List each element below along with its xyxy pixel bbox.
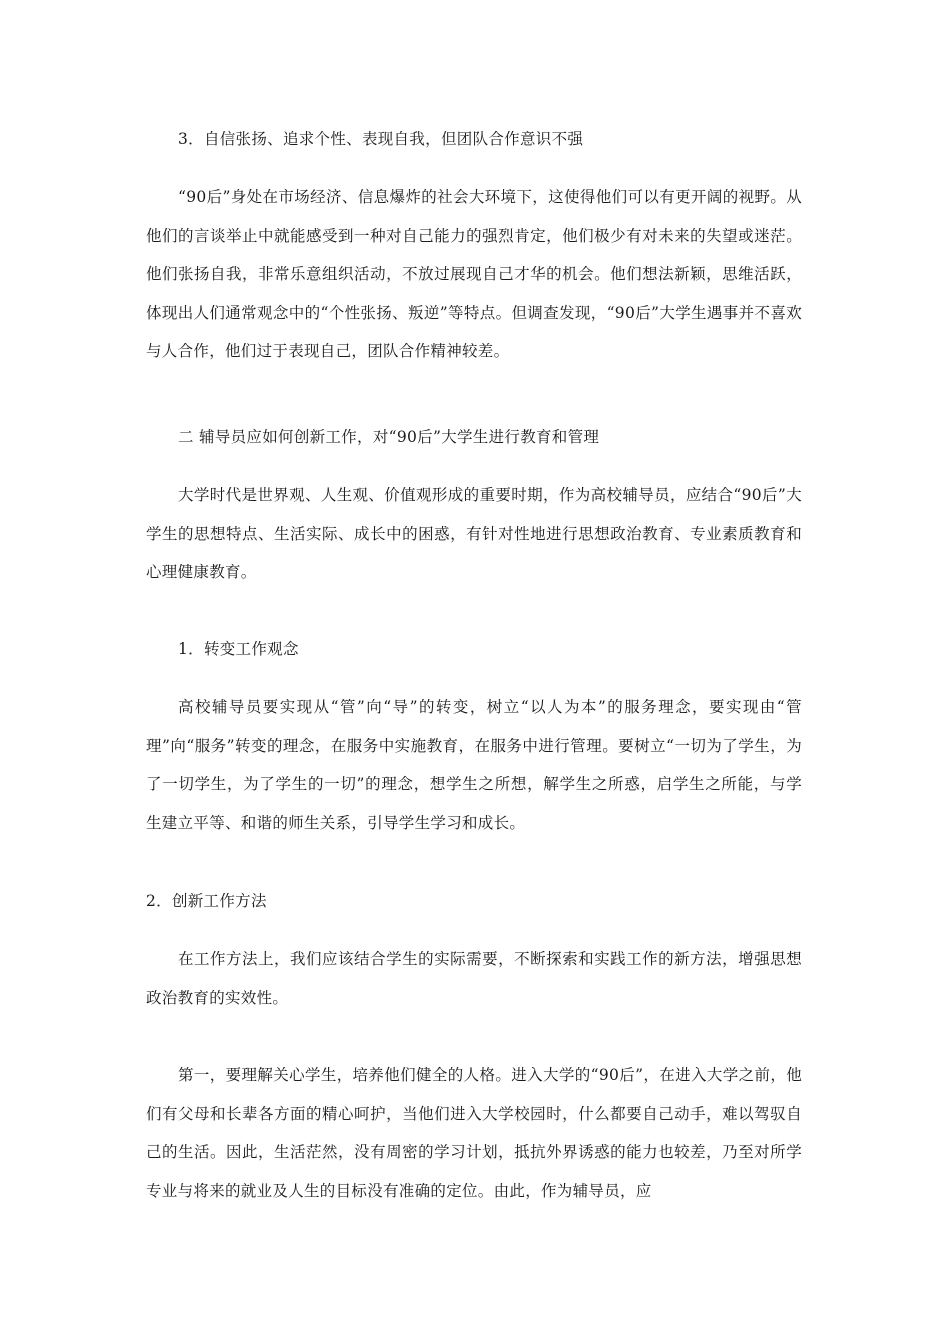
paragraph-manage-to-guide: 高校辅导员要实现从“管”向“导”的转变，树立“以人为本”的服务理念，要实现由“管理”向“服务”转变的理念，在服务中实施教育，在服务中进行管理。要树立“一切为了学生，为了一切学生，为了学生的一切”的理念，想学生之所想，解学生之所惑，启学生之所能，与学生建立平等、和谐的师生关系，引导学生学习和成长。 <box>146 698 802 832</box>
paragraph-first-care: 第一，要理解关心学生，培养他们健全的人格。进入大学的“90后”，在进入大学之前，他们有父母和长辈各方面的精心呵护，当他们进入大学校园时，什么都要自己动手，难以驾驭自己的生活。因此，生活茫然，没有周密的学习计划，抵抗外界诱惑的能力也较差，乃至对所学专业与将来的就业及人生的目标没有准确的定位。由此，作为辅导员，应 <box>146 1066 802 1200</box>
paragraph-post90-vision: “90后”身处在市场经济、信息爆炸的社会大环境下，这使得他们可以有更开阔的视野。从他们的言谈举止中就能感受到一种对自己能力的强烈肯定，他们极少有对未来的失望或迷茫。他们张扬自我，非常乐意组织活动，不放过展现自己才华的机会。他们想法新颖，思维活跃，体现出人们通常观念中的“个性张扬、叛逆”等特点。但调查发现，“90后”大学生遇事并不喜欢与人合作，他们过于表现自己，团队合作精神较差。 <box>146 188 802 360</box>
heading-self-confidence: 3．自信张扬、追求个性、表现自我，但团队合作意识不强 <box>178 130 584 148</box>
heading-change-concept: 1．转变工作观念 <box>178 640 299 658</box>
heading-innovate-method: 2．创新工作方法 <box>146 892 267 910</box>
paragraph-work-method: 在工作方法上，我们应该结合学生的实际需要，不断探索和实践工作的新方法，增强思想政治教育的实效性。 <box>146 950 802 1007</box>
paragraph-university-period: 大学时代是世界观、人生观、价值观形成的重要时期，作为高校辅导员，应结合“90后”大学生的思想特点、生活实际、成长中的困惑，有针对性地进行思想政治教育、专业素质教育和心理健康教育。 <box>146 486 802 581</box>
heading-counselor-innovation: 二 辅导员应如何创新工作，对“90后”大学生进行教育和管理 <box>178 428 600 446</box>
